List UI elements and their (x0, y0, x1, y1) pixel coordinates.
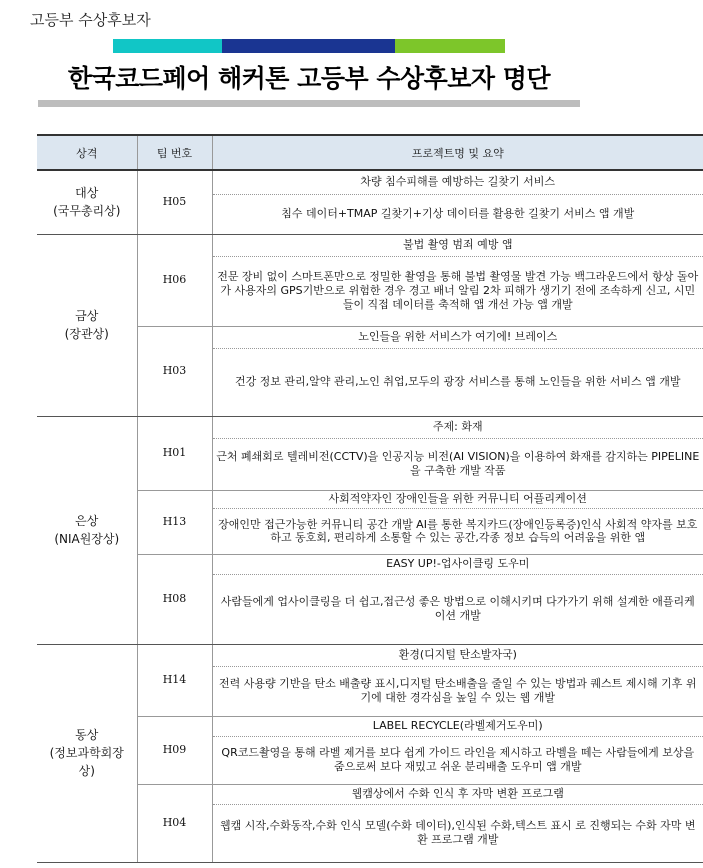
project-summary: 전력 사용량 기반을 탄소 배출량 표시,디지털 탄소배출을 줄일 수 있는 방법과 퀘스트 제시해 기후 위기에 대한 경각심을 높일 수 있는 웹 개발 (212, 666, 703, 716)
table-header-row (37, 135, 703, 170)
table-row (37, 170, 703, 194)
award-gold (37, 234, 137, 416)
page-title: 한국코드페어 해커톤 고등부 수상후보자 명단 (67, 63, 551, 93)
award-sub: (국무총리상) (53, 204, 121, 219)
project-summary: QR코드촬영을 통해 라벨 제거를 보다 쉽게 가이드 라인을 제시하고 라벨을 떼는 사람들에게 보상을 줌으로써 보다 재밌고 쉬운 분리배출 도우미 앱 개발 (212, 736, 703, 784)
page-header-label: 고등부 수상후보자 (30, 11, 151, 29)
award-sub: (정보과학회장 (49, 746, 124, 760)
color-segment-green (395, 39, 505, 53)
project-name: 환경(디지털 탄소발자국) (212, 644, 703, 666)
table-row (37, 234, 703, 256)
project-name: 사회적약자인 장애인들을 위한 커뮤니티 어플리케이션 (212, 490, 703, 508)
award-bronze (37, 644, 137, 862)
project-name: EASY UP!-업사이클링 도우미 (212, 554, 703, 574)
award-sub: 상) (78, 764, 95, 778)
project-name: 주제: 화재 (212, 416, 703, 438)
team-number: H03 (137, 326, 212, 416)
team-number: H14 (137, 644, 212, 716)
table-row (37, 416, 703, 438)
project-name: 차량 침수피해를 예방하는 길찾기 서비스 (212, 170, 703, 194)
project-summary: 장애인만 접근가능한 커뮤니티 공간 개발 AI를 통한 복지카드(장애인등록증)인식 사회적 약자를 보호하고 동호회, 편리하게 소통할 수 있는 공간,각종 정보 습득의 어려움을 위한 앱 (212, 508, 703, 554)
award-sub: (장관상) (64, 327, 109, 341)
decorative-color-bar (113, 39, 505, 53)
team-number: H08 (137, 554, 212, 644)
color-segment-cyan (113, 39, 222, 53)
table-row (37, 554, 703, 574)
award-name: 동상 (75, 728, 99, 742)
project-name: LABEL RECYCLE(라벨제거도우미) (212, 716, 703, 736)
team-number: H05 (137, 170, 212, 234)
award-name: 대상 (75, 186, 99, 201)
table-row (37, 326, 703, 348)
award-name: 금상 (75, 309, 99, 323)
table-row (37, 784, 703, 804)
project-summary: 사람들에게 업사이클링을 더 쉽고,접근성 좋은 방법으로 이해시키며 다가가기 위해 설계한 애플리케이션 개발 (212, 574, 703, 644)
team-number: H13 (137, 490, 212, 554)
project-summary: 전문 장비 없이 스마트폰만으로 정밀한 촬영을 통해 불법 촬영물 발견 가능 백그라운드에서 항상 돌아가 사용자의 GPS기반으로 위험한 경우 경고 배너 알림 2차 피해가 생기기 전에 조속하게 신고, 시민들이 직접 데이터를 축적해 앱 개선 가능 앱 개발 (212, 256, 703, 326)
table-row (37, 716, 703, 736)
award-silver (37, 416, 137, 644)
award-sub: (NIA원장상) (54, 532, 120, 546)
award-name: 은상 (75, 514, 99, 528)
header-team: 팀 번호 (137, 135, 212, 170)
project-name: 노인들을 위한 서비스가 여기에! 브레이스 (212, 326, 703, 348)
project-name: 불법 촬영 범죄 예방 앱 (212, 234, 703, 256)
awards-table (37, 134, 703, 863)
team-number: H04 (137, 784, 212, 862)
project-summary: 근처 폐쇄회로 텔레비전(CCTV)을 인공지능 비전(AI VISION)을 이용하여 화재를 감지하는 PIPELINE을 구축한 개발 작품 (212, 438, 703, 490)
project-summary: 웹캠 시작,수화동작,수화 인식 모델(수화 데이터),인식된 수화,텍스트 표시 로 진행되는 수화 자막 변환 프로그램 개발 (212, 804, 703, 862)
award-grand (37, 170, 137, 234)
table-row (37, 490, 703, 508)
project-name: 웹캠상에서 수화 인식 후 자막 변환 프로그램 (212, 784, 703, 804)
team-number: H06 (137, 234, 212, 326)
color-segment-navy (222, 39, 395, 53)
team-number: H01 (137, 416, 212, 490)
header-project: 프로젝트명 및 요약 (212, 135, 703, 170)
header-award: 상격 (37, 135, 137, 170)
project-summary: 건강 정보 관리,알약 관리,노인 취업,모두의 광장 서비스를 통해 노인들을 위한 서비스 앱 개발 (212, 348, 703, 416)
title-block (38, 53, 580, 107)
table-row (37, 644, 703, 666)
project-summary: 침수 데이터+TMAP 길찾기+기상 데이터를 활용한 길찾기 서비스 앱 개발 (212, 194, 703, 234)
team-number: H09 (137, 716, 212, 784)
